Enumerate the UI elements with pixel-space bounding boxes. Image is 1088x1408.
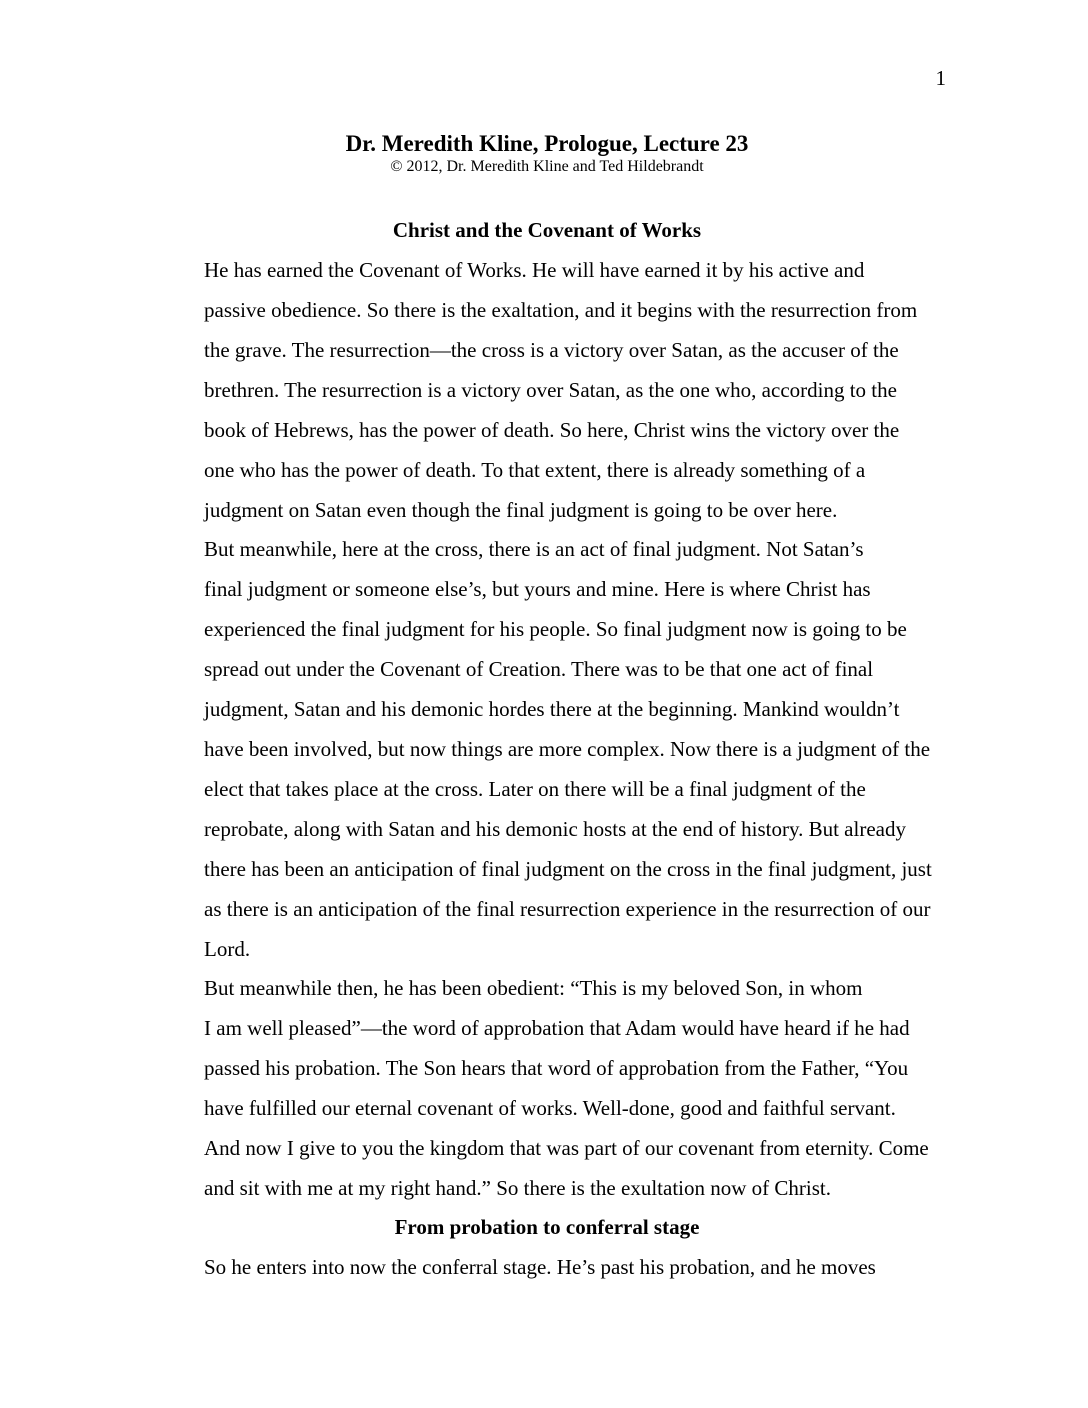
text-line: one who has the power of death. To that extent, there is already something of a — [204, 458, 866, 482]
paragraph — [140, 529, 960, 969]
section-heading: From probation to conferral stage — [394, 1215, 700, 1239]
text-line: the grave. The resurrection—the cross is a victory over Satan, as the accuser of the — [204, 338, 899, 362]
document-title: Dr. Meredith Kline, Prologue, Lecture 23 — [345, 131, 749, 156]
text-line: spread out under the Covenant of Creation. There was to be that one act of final — [204, 657, 874, 681]
text-line: book of Hebrews, has the power of death. So here, Christ wins the victory over the — [204, 418, 900, 442]
text-line: He has earned the Covenant of Works. He will have earned it by his active and — [204, 258, 865, 282]
paragraph — [140, 1247, 960, 1287]
text-line: So he enters into now the conferral stage. He’s past his probation, and he moves — [204, 1255, 876, 1279]
text-line: I am well pleased”—the word of approbation that Adam would have heard if he had — [204, 1016, 910, 1040]
text-line: passed his probation. The Son hears that word of approbation from the Father, “You — [204, 1056, 909, 1080]
text-line: experienced the final judgment for his people. So final judgment now is going to be — [204, 617, 907, 641]
text-line: judgment, Satan and his demonic hordes there at the beginning. Mankind wouldn’t — [204, 697, 900, 721]
text-line: But meanwhile then, he has been obedient: “This is my beloved Son, in whom — [204, 976, 863, 1000]
text-line: there has been an anticipation of final judgment on the cross in the final judgment, just — [204, 857, 932, 881]
text-line: as there is an anticipation of the final resurrection experience in the resurrection of our — [204, 897, 931, 921]
text-line: have fulfilled our eternal covenant of works. Well-done, good and faithful servant. — [204, 1096, 896, 1120]
paragraph — [140, 968, 960, 1208]
text-line: reprobate, along with Satan and his demonic hosts at the end of history. But already — [204, 817, 906, 841]
page-number: 1 — [935, 66, 946, 90]
text-line: have been involved, but now things are more complex. Now there is a judgment of the — [204, 737, 931, 761]
text-line: passive obedience. So there is the exaltation, and it begins with the resurrection from — [204, 298, 918, 322]
text-line: final judgment or someone else’s, but yours and mine. Here is where Christ has — [204, 577, 871, 601]
text-line: Lord. — [204, 937, 251, 961]
section-heading: Christ and the Covenant of Works — [392, 218, 702, 242]
text-line: judgment on Satan even though the final judgment is going to be over here. — [204, 498, 838, 522]
text-line: and sit with me at my right hand.” So there is the exultation now of Christ. — [204, 1176, 831, 1200]
paragraph — [140, 250, 960, 530]
text-line: And now I give to you the kingdom that was part of our covenant from eternity. Come — [204, 1136, 929, 1160]
text-line: But meanwhile, here at the cross, there is an act of final judgment. Not Satan’s — [204, 537, 864, 561]
text-line: brethren. The resurrection is a victory over Satan, as the one who, according to the — [204, 378, 897, 402]
copyright-notice: © 2012, Dr. Meredith Kline and Ted Hildebrandt — [390, 158, 704, 175]
text-line: elect that takes place at the cross. Later on there will be a final judgment of the — [204, 777, 866, 801]
